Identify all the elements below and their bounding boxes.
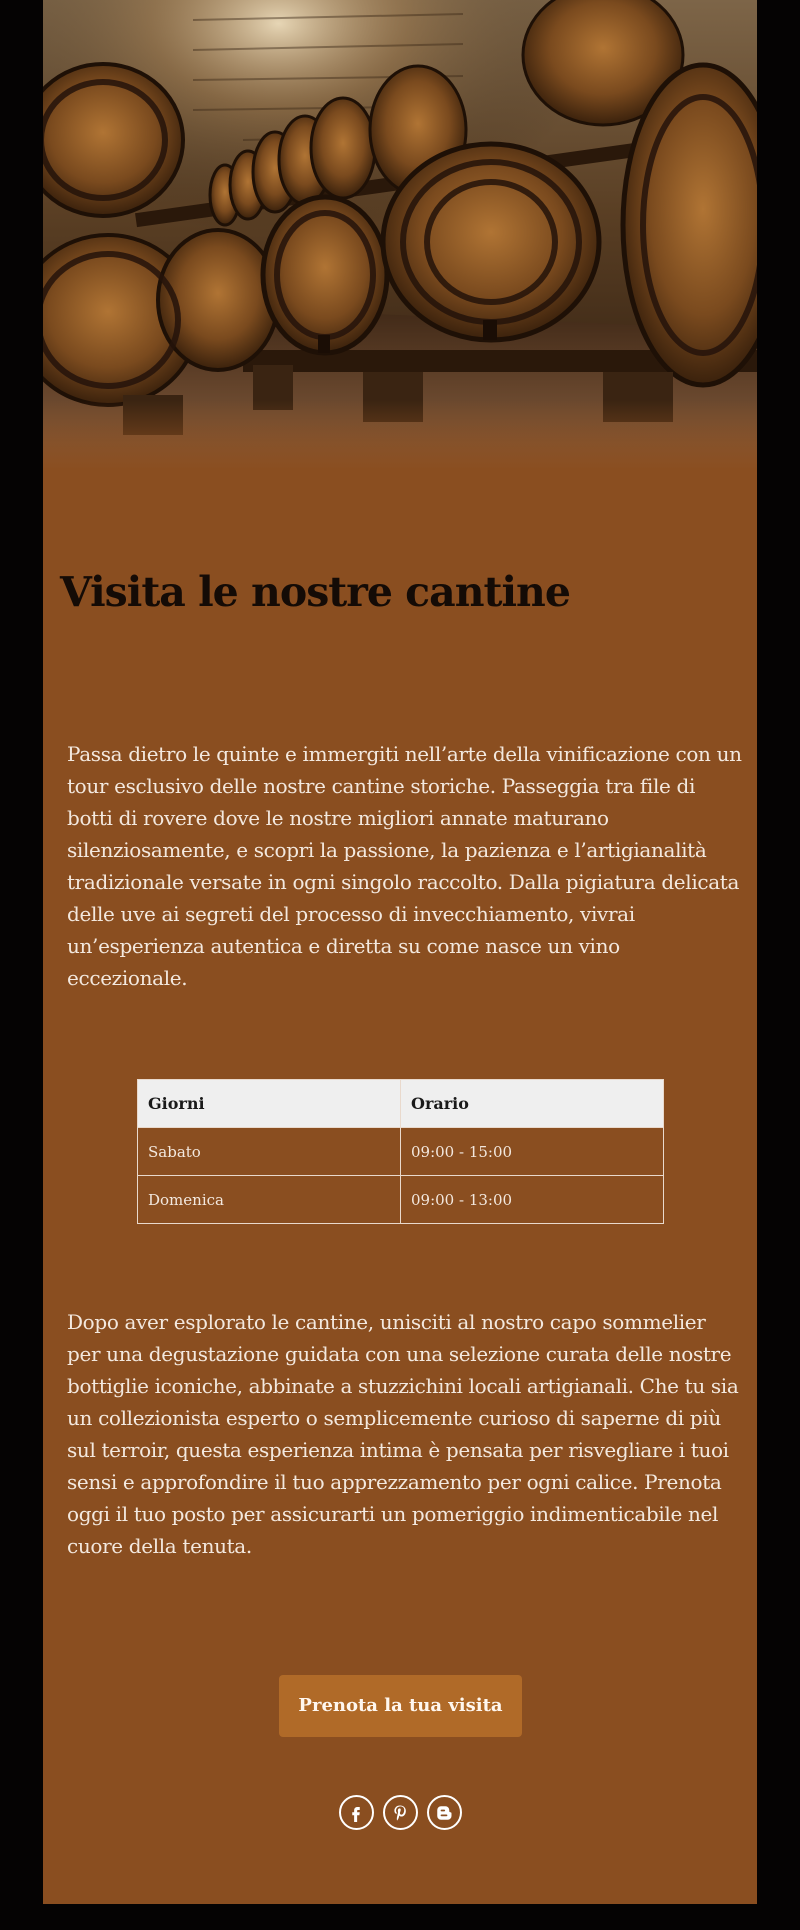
day-cell: Sabato — [138, 1128, 401, 1176]
day-cell: Domenica — [138, 1176, 401, 1224]
pinterest-icon — [391, 1804, 409, 1822]
table-row — [138, 1176, 664, 1224]
book-visit-button[interactable]: Prenota la tua visita — [279, 1675, 522, 1737]
opening-hours-table — [137, 1079, 664, 1224]
page-title: Visita le nostre cantine — [60, 568, 570, 616]
facebook-icon — [347, 1804, 365, 1822]
hours-cell: 09:00 - 15:00 — [401, 1128, 664, 1176]
table-row — [138, 1128, 664, 1176]
blogger-link[interactable] — [427, 1795, 462, 1830]
outro-paragraph: Dopo aver esplorato le cantine, unisciti al nostro capo sommelier per una degustazione guidata con una selezione curata delle nostre bottiglie iconiche, abbinate a stuzzichini locali artigianali. Che tu sia un collezionista esperto o semplicemente curioso di saperne di più sul terroir, questa esperienza intima è pensata per risvegliare i tuoi sensi e approfondire il tuo apprezzamento per ogni calice. Prenota oggi il tuo posto per assicurarti un pomeriggio indimenticabile nel cuore della tenuta. — [67, 1310, 739, 1558]
hero-image-wine-cellar — [43, 0, 757, 470]
social-links — [43, 1795, 757, 1835]
column-header-days: Giorni — [138, 1080, 401, 1128]
table-header-row — [138, 1080, 664, 1128]
column-header-hours: Orario — [401, 1080, 664, 1128]
intro-paragraph: Passa dietro le quinte e immergiti nell’arte della vinificazione con un tour esclusivo delle nostre cantine storiche. Passeggia tra file di botti di rovere dove le nostre migliori annate maturano silenziosamente, e scopri la passione, la pazienza e l’artigianalità tradizionale versate in ogni singolo raccolto. Dalla pigiatura delicata delle uve ai segreti del processo di invecchiamento, vivrai un’esperienza autentica e diretta su come nasce un vino eccezionale. — [67, 742, 742, 990]
blogger-icon — [435, 1804, 453, 1822]
facebook-link[interactable] — [339, 1795, 374, 1830]
pinterest-link[interactable] — [383, 1795, 418, 1830]
hours-cell: 09:00 - 13:00 — [401, 1176, 664, 1224]
email-container — [43, 0, 757, 1904]
